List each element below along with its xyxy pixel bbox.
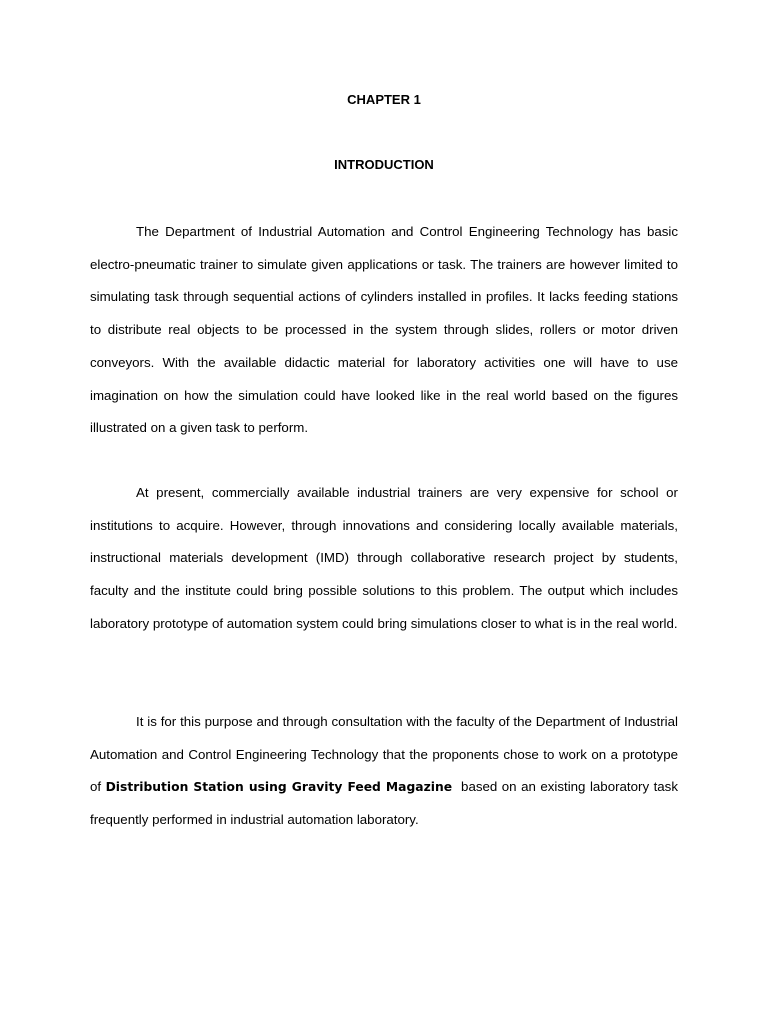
- chapter-heading: CHAPTER 1: [347, 92, 421, 107]
- section-heading: INTRODUCTION: [334, 157, 434, 172]
- paragraph-3: [90, 706, 682, 837]
- paragraph-3-text-end: based on an existing laboratory task frequently performed in industrial automation laboratory.: [90, 779, 682, 828]
- paragraph-1: The Department of Industrial Automation and Control Engineering Technology has basic electro-pneumatic trainer to simulate given applications or task. The trainers are however limited to simulating task through sequential actions of cylinders installed in profiles. It lacks feeding stations to distribute real objects to be processed in the system through slides, rollers or motor driven conveyors. With the available didactic material for laboratory activities one will have to use imagination on how the simulation could have looked like in the real world based on the figures illustrated on a given task to perform.: [90, 224, 678, 436]
- paragraph-2: At present, commercially available industrial trainers are very expensive for school or institutions to acquire. However, through innovations and considering locally available materials, instructional materials development (IMD) through collaborative research project by students, faculty and the institute could bring possible solutions to this problem. The output which includes laboratory prototype of automation system could bring simulations closer to what is in the real world.: [90, 485, 678, 631]
- paragraph-3-text-start: It is for this purpose and through consultation with the faculty of the Department of Industrial Automation and Control Engineering Technology that the proponents chose to work on a prototype of: [90, 714, 678, 795]
- project-title-bold: Distribution Station using Gravity Feed Magazine: [105, 780, 453, 795]
